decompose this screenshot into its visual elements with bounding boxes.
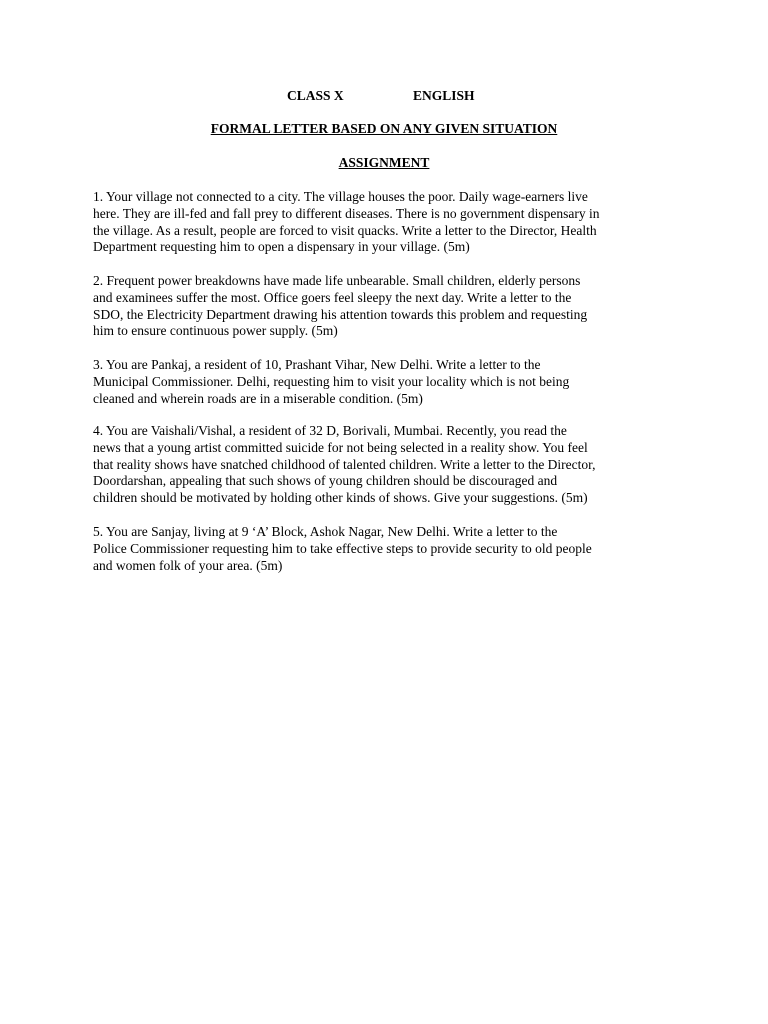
question-2 — [93, 273, 685, 340]
question-line: and women folk of your area. (5m) — [93, 557, 283, 573]
class-label: CLASS X — [287, 88, 344, 103]
question-line: Police Commissioner requesting him to take effective steps to provide security to old people — [93, 540, 592, 556]
subject-label: ENGLISH — [413, 88, 475, 103]
document-title: FORMAL LETTER BASED ON ANY GIVEN SITUATION — [210, 121, 558, 136]
question-line: children should be motivated by holding other kinds of shows. Give your suggestions. (5m) — [93, 490, 588, 506]
question-line: 2. Frequent power breakdowns have made life unbearable. Small children, elderly persons — [93, 273, 581, 288]
question-line: news that a young artist committed suicide for not being selected in a reality show. You feel — [93, 439, 588, 455]
question-line: Department requesting him to open a dispensary in your village. (5m) — [93, 239, 470, 255]
class-subject-header — [0, 88, 768, 106]
question-line: cleaned and wherein roads are in a miserable condition. (5m) — [93, 390, 423, 406]
question-4 — [93, 423, 685, 507]
question-line: SDO, the Electricity Department drawing his attention towards this problem and requesting — [93, 306, 588, 322]
question-5 — [93, 524, 685, 574]
question-line: here. They are ill-fed and fall prey to different diseases. There is no government dispensary in — [93, 205, 600, 221]
question-line: 1. Your village not connected to a city. The village houses the poor. Daily wage-earners live — [93, 189, 588, 204]
question-line: that reality shows have snatched childhood of talented children. Write a letter to the Director, — [93, 456, 596, 472]
assignment-heading: ASSIGNMENT — [338, 155, 430, 170]
question-3 — [93, 357, 685, 407]
question-line: 3. You are Pankaj, a resident of 10, Prashant Vihar, New Delhi. Write a letter to the — [93, 357, 541, 372]
question-line: Municipal Commissioner. Delhi, requesting him to visit your locality which is not being — [93, 373, 570, 389]
question-line: the village. As a result, people are forced to visit quacks. Write a letter to the Director, Health — [93, 222, 597, 238]
question-1 — [93, 189, 685, 256]
question-line: him to ensure continuous power supply. (5m) — [93, 323, 338, 339]
question-line: and examinees suffer the most. Office goers feel sleepy the next day. Write a letter to the — [93, 289, 572, 305]
question-line: 4. You are Vaishali/Vishal, a resident of 32 D, Borivali, Mumbai. Recently, you read the — [93, 423, 567, 438]
question-line: Doordarshan, appealing that such shows of young children should be discouraged and — [93, 473, 558, 489]
question-line: 5. You are Sanjay, living at 9 ‘A’ Block, Ashok Nagar, New Delhi. Write a letter to the — [93, 524, 558, 539]
